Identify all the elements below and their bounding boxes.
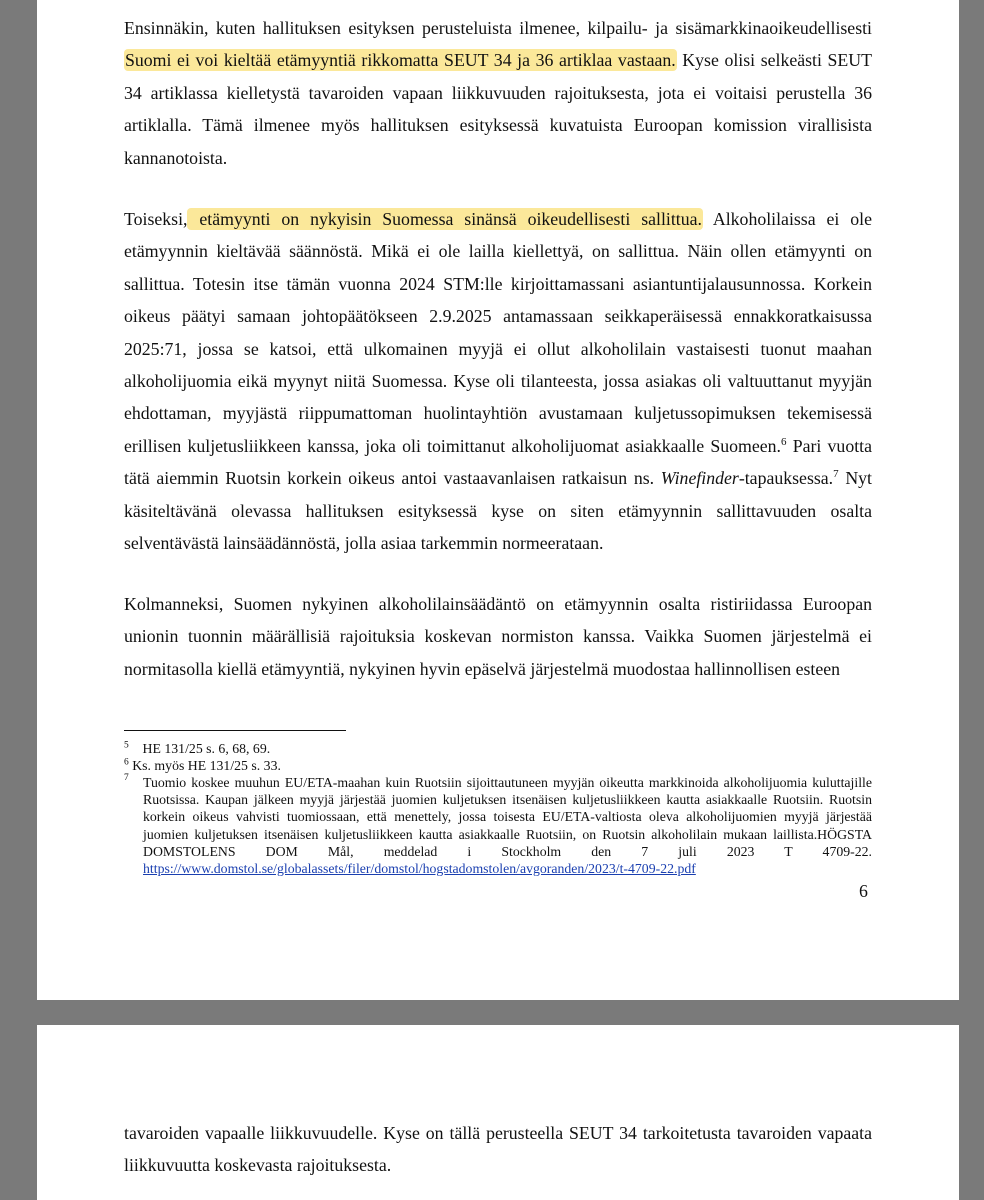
footnote-body xyxy=(143,774,872,877)
footnote-ref-7[interactable]: 7 xyxy=(833,468,839,481)
footnote-text: Ks. myös HE 131/25 s. 33. xyxy=(132,758,281,773)
footnote-link[interactable]: https://www.domstol.se/globalassets/filer/domstol/hogstadomstolen/avgoranden/2023/t-4709-22.pdf xyxy=(143,861,696,877)
paragraph-text: Pari vuotta tätä aiemmin Ruotsin korkein oikeus antoi vastaavanlaisen ratkaisun ns. xyxy=(124,435,872,489)
paragraph-text: Kyse olisi selkeästi SEUT 34 artiklassa kielletystä tavaroiden vapaan liikkuvuuden rajoituksesta, jota ei voitaisi perustella 36 artiklalla. Tämä ilmenee myös hallituksen esityksessä kuvatuista Euroopan komission virallisista kannanotoista. xyxy=(124,50,872,168)
document-page-6 xyxy=(37,0,959,1000)
paragraph-text: Ensinnäkin, kuten hallituksen esityksen perusteluista ilmenee, kilpailu- ja sisämarkkinaoikeudellisesti xyxy=(124,18,872,38)
footnote-number: 5 xyxy=(124,740,129,751)
page-number: 6 xyxy=(859,881,868,901)
footnote-number: 6 xyxy=(124,757,129,768)
paragraph-text: -tapauksessa. xyxy=(738,468,834,489)
paragraph-kolmanneksi: Kolmanneksi, Suomen nykyinen alkoholilainsäädäntö on etämyynnin osalta ristiriidassa Euroopan unionin tuonnin määrällisiä rajoituksia koskevan normiston kanssa. Vaikka Suomen järjestelmä ei normitasolla kiellä etämyyntiä, nykyinen hyvin epäselvä järjestelmä muodostaa hallinnollisen esteen xyxy=(124,594,872,679)
paragraph-continuation: tavaroiden vapaalle liikkuvuudelle. Kyse on tällä perusteella SEUT 34 tarkoitetusta tavaroiden vapaata liikkuvuutta koskevasta rajoituksesta. xyxy=(124,1123,872,1176)
footnote-text: Tuomio koskee muuhun EU/ETA-maahan kuin Ruotsiin sijoittautuneen myyjän oikeutta markkinoida alkoholijuomia kuluttajille Ruotsissa. Kaupan jälkeen myyjä järjestää juomien kuljetuksen itsenäisen kuljetusliikkeen kautta asiakkaalle Ruotsiin. Ruotsin korkein oikeus vahvisti tuomiossaan, että menettely, jossa toisesta EU/ETA-valtiosta oleva alkoholijuomien myyjä järjestää juomien kuljetuksen itsenäisen kuljetusliikkeen kautta asiakkaalle Ruotsiin, on Ruotsin alkoholilain mukaan laillista.HÖGSTA DOMSTOLENS DOM Mål, meddelad i Stockholm den 7 juli 2023 T 4709-22. xyxy=(143,775,872,859)
footnote-7: 7 Tuomio koskee muuhun EU/ETA-maahan kuin Ruotsiin sijoittautuneen myyjän oikeutta markkinoida alkoholijuomia kuluttajille Ruotsissa. Kaupan jälkeen myyjä järjestää juomien kuljetuksen itsenäisen kuljetusliikkeen kautta asiakkaalle Ruotsiin. Ruotsin korkein oikeus vahvisti tuomiossaan, että menettely, jossa toisesta EU/ETA-valtiosta oleva alkoholijuomien myyjä järjestää juomien kuljetuksen itsenäisen kuljetusliikkeen kautta asiakkaalle Ruotsiin, on Ruotsin alkoholilain mukaan laillista.HÖGSTA DOMSTOLENS DOM Mål, meddelad i Stockholm den 7 juli 2023 T 4709-22. https://www.domstol.se/globalassets/filer/domstol/hogstadomstolen/avgoranden/2023/t-4709-22.pdf xyxy=(124,773,872,877)
footnote-ref-6[interactable]: 6 xyxy=(781,435,787,448)
footnote-text: HE 131/25 s. 6, 68, 69. xyxy=(142,741,271,756)
document-page-7 xyxy=(37,1025,959,1200)
highlighted-text: Suomi ei voi kieltää etämyyntiä rikkomatta SEUT 34 ja 36 artiklaa vastaan. xyxy=(125,50,676,71)
paragraph-ensinnakin xyxy=(124,12,872,174)
paragraph-text: Nyt käsiteltävänä olevassa hallituksen esityksessä kyse on siten etämyynnin sallittavuuden osalta selventävästä lainsäädännöstä, jolla asiaa tarkemmin normeerataan. xyxy=(124,468,872,554)
footnote-6 xyxy=(124,757,872,774)
case-name: Winefinder xyxy=(660,468,739,489)
footnote-5 xyxy=(124,740,872,757)
highlighted-text: etämyynti on nykyisin Suomessa sinänsä oikeudellisesti sallittua. xyxy=(188,209,702,229)
paragraph-toiseksi xyxy=(124,203,872,559)
footnote-divider xyxy=(124,730,346,731)
paragraph-text: Alkoholilaissa ei ole etämyynnin kieltävää säännöstä. Mikä ei ole lailla kiellettyä, on sallittua. Näin ollen etämyynti on sallittua. Totesin itse tämän vuonna 2024 STM:lle kirjoittamassani asiantuntijalausunnossa. Korkein oikeus päätyi samaan johtopäätökseen 2.9.2025 antamassaan seikkaperäisessä ennakkoratkaisussa 2025:71, jossa se katsoi, että ulkomainen myyjä ei ollut alkoholilain vastaisesti tuonut maahan alkoholijuomia eikä myynyt niitä Suomessa. Kyse oli tilanteesta, jossa asiakas oli valtuuttanut myyjän ehdottaman, myyjästä riippumattoman huolintayhtiön avustamaan kuljetussopimuksen tekemisessä erillisen kuljetusliikkeen kanssa, joka oli toimittanut alkoholijuomat asiakkaalle Suomeen. xyxy=(124,209,872,456)
paragraph-text: Toiseksi, xyxy=(124,209,188,229)
